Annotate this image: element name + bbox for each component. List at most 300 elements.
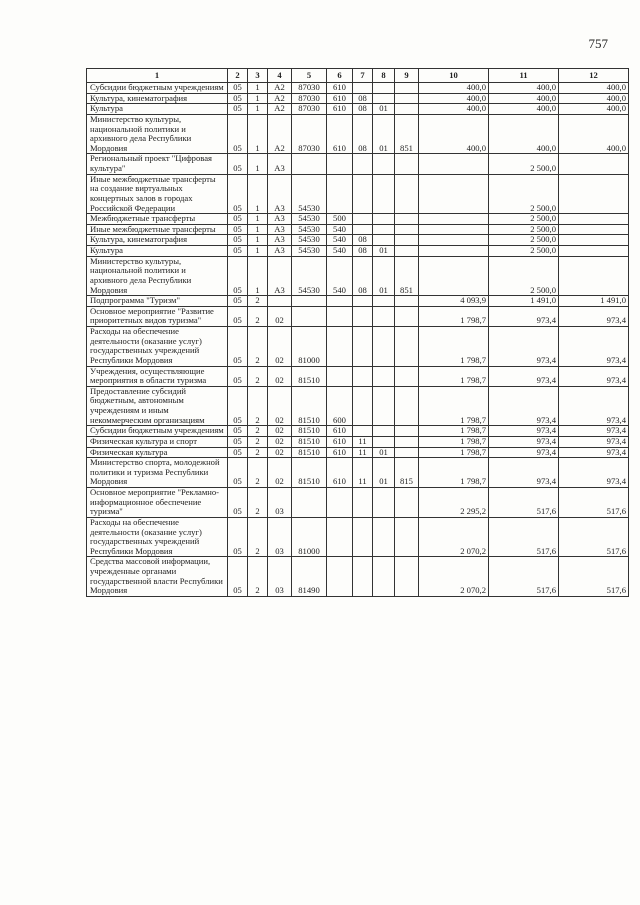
code-om: А2 [268,93,292,104]
amount-col12: 1 491,0 [559,296,629,307]
column-header-8: 8 [373,69,395,83]
code-rz: 08 [353,104,373,115]
amount-col11: 973,4 [489,306,559,326]
code-direction [292,488,327,518]
code-grbs [395,386,419,426]
amount-col11: 973,4 [489,386,559,426]
row-name: Культура [87,104,228,115]
row-name: Предоставление субсидий бюджетным, автономным учреждениям и иным некоммерческим организациям [87,386,228,426]
table-row [87,366,629,386]
code-rz [353,366,373,386]
table-row [87,386,629,426]
code-pr [373,426,395,437]
code-pr [373,366,395,386]
code-gp: 05 [228,93,248,104]
table-row [87,436,629,447]
code-vr: 540 [327,235,353,246]
code-rz [353,327,373,367]
code-pp: 1 [248,256,268,296]
code-vr: 610 [327,436,353,447]
row-name: Культура, кинематография [87,235,228,246]
row-name: Культура [87,246,228,257]
code-om: А2 [268,104,292,115]
code-rz: 11 [353,447,373,458]
code-vr: 610 [327,458,353,488]
amount-col12 [559,256,629,296]
amount-col10: 1 798,7 [419,458,489,488]
code-direction: 54530 [292,174,327,214]
amount-col12: 973,4 [559,426,629,437]
code-direction: 54530 [292,214,327,225]
amount-col10: 400,0 [419,93,489,104]
code-om: 03 [268,488,292,518]
code-direction: 87030 [292,93,327,104]
amount-col11: 400,0 [489,104,559,115]
column-header-11: 11 [489,69,559,83]
code-gp: 05 [228,306,248,326]
amount-col12 [559,224,629,235]
amount-col11: 973,4 [489,447,559,458]
row-name: Расходы на обеспечение деятельности (оказание услуг) государственных учреждений Республики Мордовия [87,327,228,367]
code-rz [353,83,373,94]
row-name: Межбюджетные трансферты [87,214,228,225]
amount-col11: 517,6 [489,488,559,518]
code-om: 02 [268,386,292,426]
code-om: 02 [268,366,292,386]
code-pr [373,488,395,518]
budget-table [86,68,629,597]
code-pp: 1 [248,114,268,154]
code-vr: 540 [327,246,353,257]
code-direction: 81510 [292,447,327,458]
code-grbs [395,235,419,246]
code-direction: 87030 [292,104,327,115]
code-pp: 1 [248,104,268,115]
amount-col11: 517,6 [489,517,559,557]
code-direction: 81510 [292,386,327,426]
code-vr: 610 [327,114,353,154]
row-name: Физическая культура [87,447,228,458]
code-vr: 500 [327,214,353,225]
code-vr [327,306,353,326]
table-row [87,296,629,307]
code-direction [292,154,327,174]
row-name: Региональный проект "Цифровая культура" [87,154,228,174]
code-vr: 600 [327,386,353,426]
code-pr: 01 [373,114,395,154]
code-pr [373,93,395,104]
code-grbs: 851 [395,256,419,296]
table-row [87,557,629,597]
amount-col10: 1 798,7 [419,386,489,426]
column-header-5: 5 [292,69,327,83]
amount-col10 [419,224,489,235]
table-row [87,517,629,557]
code-rz [353,306,373,326]
amount-col12: 973,4 [559,306,629,326]
code-pp: 2 [248,306,268,326]
code-pp: 1 [248,214,268,225]
code-pp: 2 [248,366,268,386]
code-pp: 2 [248,557,268,597]
amount-col10 [419,246,489,257]
amount-col12 [559,154,629,174]
code-grbs [395,93,419,104]
code-rz: 08 [353,93,373,104]
code-pr: 01 [373,256,395,296]
code-direction: 81510 [292,366,327,386]
code-gp: 05 [228,83,248,94]
code-pp: 2 [248,517,268,557]
row-name: Физическая культура и спорт [87,436,228,447]
code-vr [327,366,353,386]
code-grbs [395,488,419,518]
code-gp: 05 [228,174,248,214]
code-direction: 87030 [292,114,327,154]
code-gp: 05 [228,436,248,447]
row-name: Средства массовой информации, учрежденные органами государственной власти Республики Мордовия [87,557,228,597]
code-pp: 1 [248,174,268,214]
column-header-9: 9 [395,69,419,83]
code-om: А3 [268,224,292,235]
code-direction: 54530 [292,235,327,246]
code-direction: 87030 [292,83,327,94]
code-om: А3 [268,154,292,174]
code-gp: 05 [228,488,248,518]
amount-col12: 400,0 [559,114,629,154]
code-direction: 81490 [292,557,327,597]
table-row [87,93,629,104]
amount-col12 [559,235,629,246]
code-pp: 2 [248,447,268,458]
amount-col11: 973,4 [489,366,559,386]
code-rz: 08 [353,246,373,257]
code-vr: 540 [327,256,353,296]
row-name: Министерство культуры, национальной политики и архивного дела Республики Мордовия [87,256,228,296]
amount-col10: 1 798,7 [419,426,489,437]
code-gp: 05 [228,235,248,246]
amount-col10: 1 798,7 [419,366,489,386]
amount-col10 [419,174,489,214]
table-row [87,154,629,174]
code-grbs [395,154,419,174]
amount-col12: 973,4 [559,327,629,367]
code-om: 02 [268,327,292,367]
code-rz [353,214,373,225]
code-pp: 1 [248,235,268,246]
code-om: А2 [268,114,292,154]
amount-col10 [419,154,489,174]
code-om: 03 [268,557,292,597]
code-pr: 01 [373,458,395,488]
code-rz [353,426,373,437]
code-vr [327,327,353,367]
table-row [87,83,629,94]
code-pr [373,174,395,214]
code-rz [353,386,373,426]
code-pp: 2 [248,426,268,437]
amount-col12: 400,0 [559,93,629,104]
table-row [87,306,629,326]
code-pr [373,235,395,246]
code-pp: 2 [248,458,268,488]
code-vr: 610 [327,104,353,115]
code-gp: 05 [228,296,248,307]
code-vr: 610 [327,447,353,458]
code-gp: 05 [228,114,248,154]
code-direction: 81000 [292,327,327,367]
column-header-1: 1 [87,69,228,83]
code-pr [373,557,395,597]
amount-col10 [419,214,489,225]
amount-col10: 2 070,2 [419,517,489,557]
amount-col10: 400,0 [419,104,489,115]
code-gp: 05 [228,214,248,225]
table-row [87,235,629,246]
amount-col11: 2 500,0 [489,256,559,296]
amount-col10 [419,256,489,296]
code-pr: 01 [373,246,395,257]
code-grbs [395,436,419,447]
row-name: Расходы на обеспечение деятельности (оказание услуг) государственных учреждений Республики Мордовия [87,517,228,557]
code-pp: 1 [248,93,268,104]
code-pr [373,154,395,174]
code-direction: 81510 [292,426,327,437]
column-header-7: 7 [353,69,373,83]
code-om: 03 [268,517,292,557]
code-direction: 54530 [292,224,327,235]
row-name: Иные межбюджетные трансферты [87,224,228,235]
code-pr [373,436,395,447]
code-rz: 08 [353,256,373,296]
row-name: Культура, кинематография [87,93,228,104]
code-om: А3 [268,174,292,214]
amount-col12 [559,214,629,225]
row-name: Учреждения, осуществляющие мероприятия в области туризма [87,366,228,386]
code-gp: 05 [228,246,248,257]
row-name: Министерство культуры, национальной политики и архивного дела Республики Мордовия [87,114,228,154]
table-row [87,426,629,437]
row-name: Субсидии бюджетным учреждениям [87,426,228,437]
amount-col12: 973,4 [559,386,629,426]
code-pp: 1 [248,154,268,174]
code-gp: 05 [228,366,248,386]
amount-col12: 973,4 [559,436,629,447]
code-pr [373,224,395,235]
code-pr [373,306,395,326]
column-header-12: 12 [559,69,629,83]
code-pp: 1 [248,246,268,257]
code-rz: 08 [353,235,373,246]
table-row [87,246,629,257]
amount-col11: 2 500,0 [489,246,559,257]
amount-col11: 517,6 [489,557,559,597]
table-row [87,488,629,518]
amount-col11: 2 500,0 [489,224,559,235]
table-row [87,114,629,154]
code-gp: 05 [228,154,248,174]
code-rz: 08 [353,114,373,154]
table-row [87,224,629,235]
code-rz: 11 [353,436,373,447]
code-pp: 1 [248,224,268,235]
code-vr [327,154,353,174]
code-gp: 05 [228,386,248,426]
amount-col10: 1 798,7 [419,306,489,326]
amount-col10: 2 070,2 [419,557,489,597]
code-om [268,296,292,307]
table-row [87,174,629,214]
row-name: Подпрограмма "Туризм" [87,296,228,307]
amount-col11: 973,4 [489,426,559,437]
code-vr: 610 [327,93,353,104]
code-direction: 81510 [292,436,327,447]
amount-col10: 1 798,7 [419,327,489,367]
amount-col12: 973,4 [559,447,629,458]
code-pp: 2 [248,386,268,426]
code-vr [327,296,353,307]
row-name: Иные межбюджетные трансферты на создание виртуальных концертных залов в городах Российской Федерации [87,174,228,214]
amount-col12: 517,6 [559,488,629,518]
code-gp: 05 [228,327,248,367]
code-gp: 05 [228,224,248,235]
amount-col11: 2 500,0 [489,235,559,246]
amount-col11: 973,4 [489,436,559,447]
code-om: 02 [268,426,292,437]
code-grbs [395,306,419,326]
code-rz: 11 [353,458,373,488]
amount-col11: 400,0 [489,83,559,94]
code-direction [292,306,327,326]
code-grbs [395,214,419,225]
code-pr: 01 [373,104,395,115]
column-header-4: 4 [268,69,292,83]
code-gp: 05 [228,104,248,115]
code-vr [327,174,353,214]
code-pr [373,296,395,307]
table-row [87,327,629,367]
code-pp: 1 [248,83,268,94]
code-om: А3 [268,256,292,296]
amount-col11: 400,0 [489,93,559,104]
code-om: 02 [268,436,292,447]
amount-col11: 973,4 [489,458,559,488]
code-direction [292,296,327,307]
table-row [87,104,629,115]
code-om: А2 [268,83,292,94]
code-grbs [395,557,419,597]
code-rz [353,224,373,235]
amount-col11: 2 500,0 [489,214,559,225]
code-grbs [395,426,419,437]
code-grbs [395,366,419,386]
code-pp: 2 [248,327,268,367]
amount-col10: 1 798,7 [419,447,489,458]
code-pr [373,517,395,557]
code-grbs [395,104,419,115]
code-rz [353,174,373,214]
code-grbs: 815 [395,458,419,488]
code-gp: 05 [228,256,248,296]
code-grbs [395,174,419,214]
code-pr [373,327,395,367]
code-direction: 81510 [292,458,327,488]
row-name: Субсидии бюджетным учреждениям [87,83,228,94]
amount-col11: 2 500,0 [489,154,559,174]
code-pr [373,83,395,94]
row-name: Министерство спорта, молодежной политики и туризма Республики Мордовия [87,458,228,488]
code-direction: 81000 [292,517,327,557]
amount-col10: 2 295,2 [419,488,489,518]
code-gp: 05 [228,517,248,557]
code-rz [353,557,373,597]
code-grbs [395,447,419,458]
column-header-2: 2 [228,69,248,83]
code-om: А3 [268,235,292,246]
amount-col11: 400,0 [489,114,559,154]
code-grbs [395,224,419,235]
amount-col11: 973,4 [489,327,559,367]
code-om: 02 [268,458,292,488]
code-grbs [395,246,419,257]
code-pp: 2 [248,436,268,447]
column-header-10: 10 [419,69,489,83]
table-row [87,214,629,225]
amount-col10: 400,0 [419,114,489,154]
amount-col10 [419,235,489,246]
code-om: 02 [268,306,292,326]
code-rz [353,154,373,174]
code-pp: 2 [248,488,268,518]
code-om: 02 [268,447,292,458]
amount-col12: 517,6 [559,517,629,557]
code-rz [353,488,373,518]
amount-col12 [559,174,629,214]
amount-col10: 1 798,7 [419,436,489,447]
amount-col10: 400,0 [419,83,489,94]
amount-col12: 973,4 [559,366,629,386]
code-pp: 2 [248,296,268,307]
code-gp: 05 [228,447,248,458]
code-pr: 01 [373,447,395,458]
code-vr: 610 [327,83,353,94]
column-header-6: 6 [327,69,353,83]
code-vr: 540 [327,224,353,235]
code-rz [353,517,373,557]
row-name: Основное мероприятие "Рекламно-информационное обеспечение туризма" [87,488,228,518]
code-grbs [395,517,419,557]
code-vr: 610 [327,426,353,437]
code-pr [373,386,395,426]
table-row [87,256,629,296]
code-grbs [395,296,419,307]
code-grbs [395,83,419,94]
code-grbs [395,327,419,367]
amount-col11: 2 500,0 [489,174,559,214]
code-grbs: 851 [395,114,419,154]
table-row [87,458,629,488]
code-vr [327,488,353,518]
code-gp: 05 [228,557,248,597]
code-rz [353,296,373,307]
code-pr [373,214,395,225]
code-direction: 54530 [292,256,327,296]
amount-col12: 517,6 [559,557,629,597]
row-name: Основное мероприятие "Развитие приоритетных видов туризма" [87,306,228,326]
code-vr [327,557,353,597]
code-om: А3 [268,246,292,257]
amount-col10: 4 093,9 [419,296,489,307]
